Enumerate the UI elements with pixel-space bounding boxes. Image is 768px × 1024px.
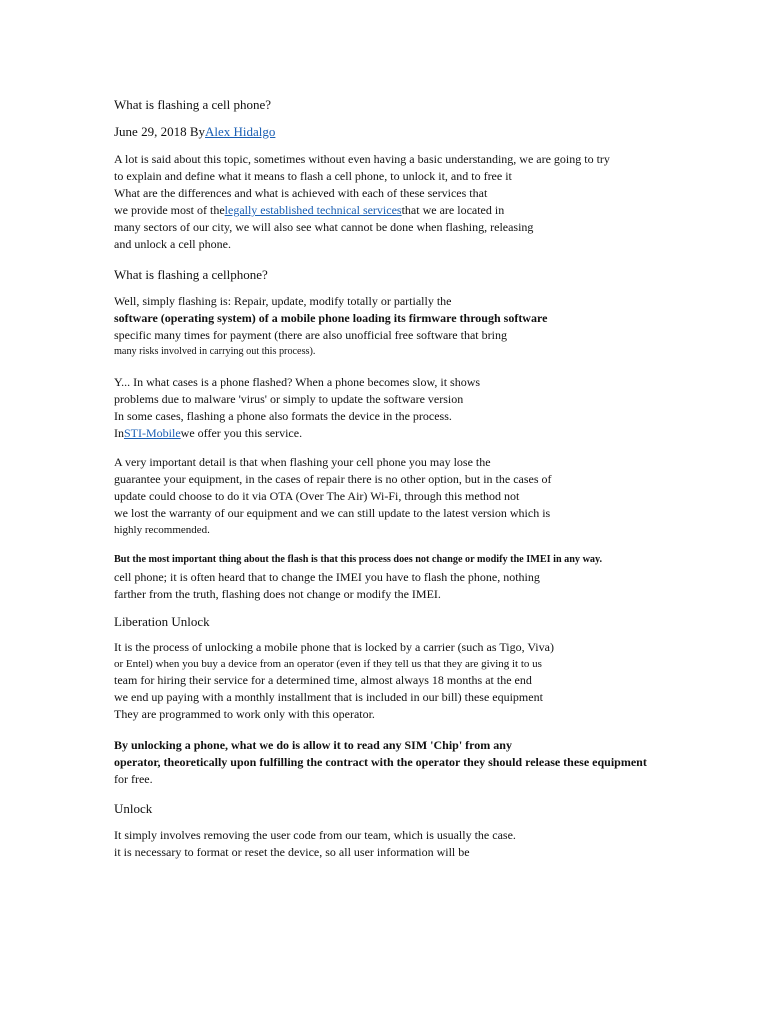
flashing-line-1: Well, simply flashing is: Repair, update, modify totally or partially the [114,294,452,308]
cases-paragraph [114,374,480,442]
intro-line-6: and unlock a cell phone. [114,237,231,251]
liberation-line-3: team for hiring their service for a determined time, almost always 18 months at the end [114,673,532,687]
warranty-line-3: update could choose to do it via OTA (Over The Air) Wi-Fi, through this method not [114,489,520,503]
flashing-definition [114,293,547,359]
sti-mobile-link[interactable]: STI-Mobile [124,426,181,440]
article-title: What is flashing a cell phone? [114,97,272,112]
imei-paragraph [114,552,602,603]
imei-line-2: cell phone; it is often heard that to change the IMEI you have to flash the phone, nothing [114,570,540,584]
cases-line-4-post: we offer you this service. [180,426,303,440]
intro-line-1: A lot is said about this topic, sometimes without even having a basic understanding, we are going to try [114,152,610,166]
flashing-line-4: many risks involved in carrying out this process). [114,346,316,357]
intro-line-4-post: that we are located in [401,203,505,217]
flashing-line-3: specific many times for payment (there are also unofficial free software that bring [114,328,507,342]
warranty-line-2: guarantee your equipment, in the cases of repair there is no other option, but in the cases of [114,472,552,486]
warranty-line-5: highly recommended. [114,524,210,536]
heading-unlock: Unlock [114,801,153,816]
intro-paragraph [114,151,610,253]
unlocking-line-2: operator, theoretically upon fulfilling the contract with the operator they should release these equipment [114,755,647,769]
technical-services-link[interactable]: legally established technical services [224,203,402,217]
unlock-line-2: it is necessary to format or reset the device, so all user information will be [114,845,470,859]
cases-line-3: In some cases, flashing a phone also formats the device in the process. [114,409,452,423]
liberation-line-1: It is the process of unlocking a mobile phone that is locked by a carrier (such as Tigo, Viva) [114,640,554,654]
intro-line-4 [114,202,610,219]
imei-line-1: But the most important thing about the flash is that this process does not change or modify the IMEI in any way. [114,554,603,565]
heading-liberation: Liberation Unlock [114,614,210,629]
imei-line-3: farther from the truth, flashing does not change or modify the IMEI. [114,587,441,601]
byline-date: June 29, 2018 By [114,124,205,139]
intro-line-2: to explain and define what it means to flash a cell phone, to unlock it, and to free it [114,169,512,183]
unlocking-line-3: for free. [114,772,153,786]
unlocking-line-1: By unlocking a phone, what we do is allow it to read any SIM 'Chip' from any [114,738,512,752]
intro-line-4-pre: we provide most of the [114,203,225,217]
liberation-paragraph [114,639,554,723]
intro-line-3: What are the differences and what is achieved with each of these services that [114,186,488,200]
intro-line-5: many sectors of our city, we will also see what cannot be done when flashing, releasing [114,220,534,234]
warranty-paragraph [114,454,552,538]
unlock-paragraph [114,827,516,861]
byline [114,123,275,141]
cases-line-1: Y... In what cases is a phone flashed? When a phone becomes slow, it shows [114,375,481,389]
flashing-line-2: software (operating system) of a mobile phone loading its firmware through software [114,311,548,325]
unlocking-bold-paragraph [114,737,647,788]
cases-line-4-pre: In [114,426,124,440]
unlock-line-1: It simply involves removing the user code from our team, which is usually the case. [114,828,516,842]
author-link[interactable]: Alex Hidalgo [205,124,276,139]
liberation-line-4: we end up paying with a monthly installment that is included in our bill) these equipment [114,690,543,704]
liberation-line-5: They are programmed to work only with this operator. [114,707,375,721]
cases-line-4 [114,425,480,442]
heading-flashing: What is flashing a cellphone? [114,267,268,282]
warranty-line-4: we lost the warranty of our equipment and we can still update to the latest version which is [114,506,551,520]
cases-line-2: problems due to malware 'virus' or simply to update the software version [114,392,464,406]
liberation-line-2: or Entel) when you buy a device from an operator (even if they tell us that they are giving it to us [114,658,542,670]
warranty-line-1: A very important detail is that when flashing your cell phone you may lose the [114,455,491,469]
